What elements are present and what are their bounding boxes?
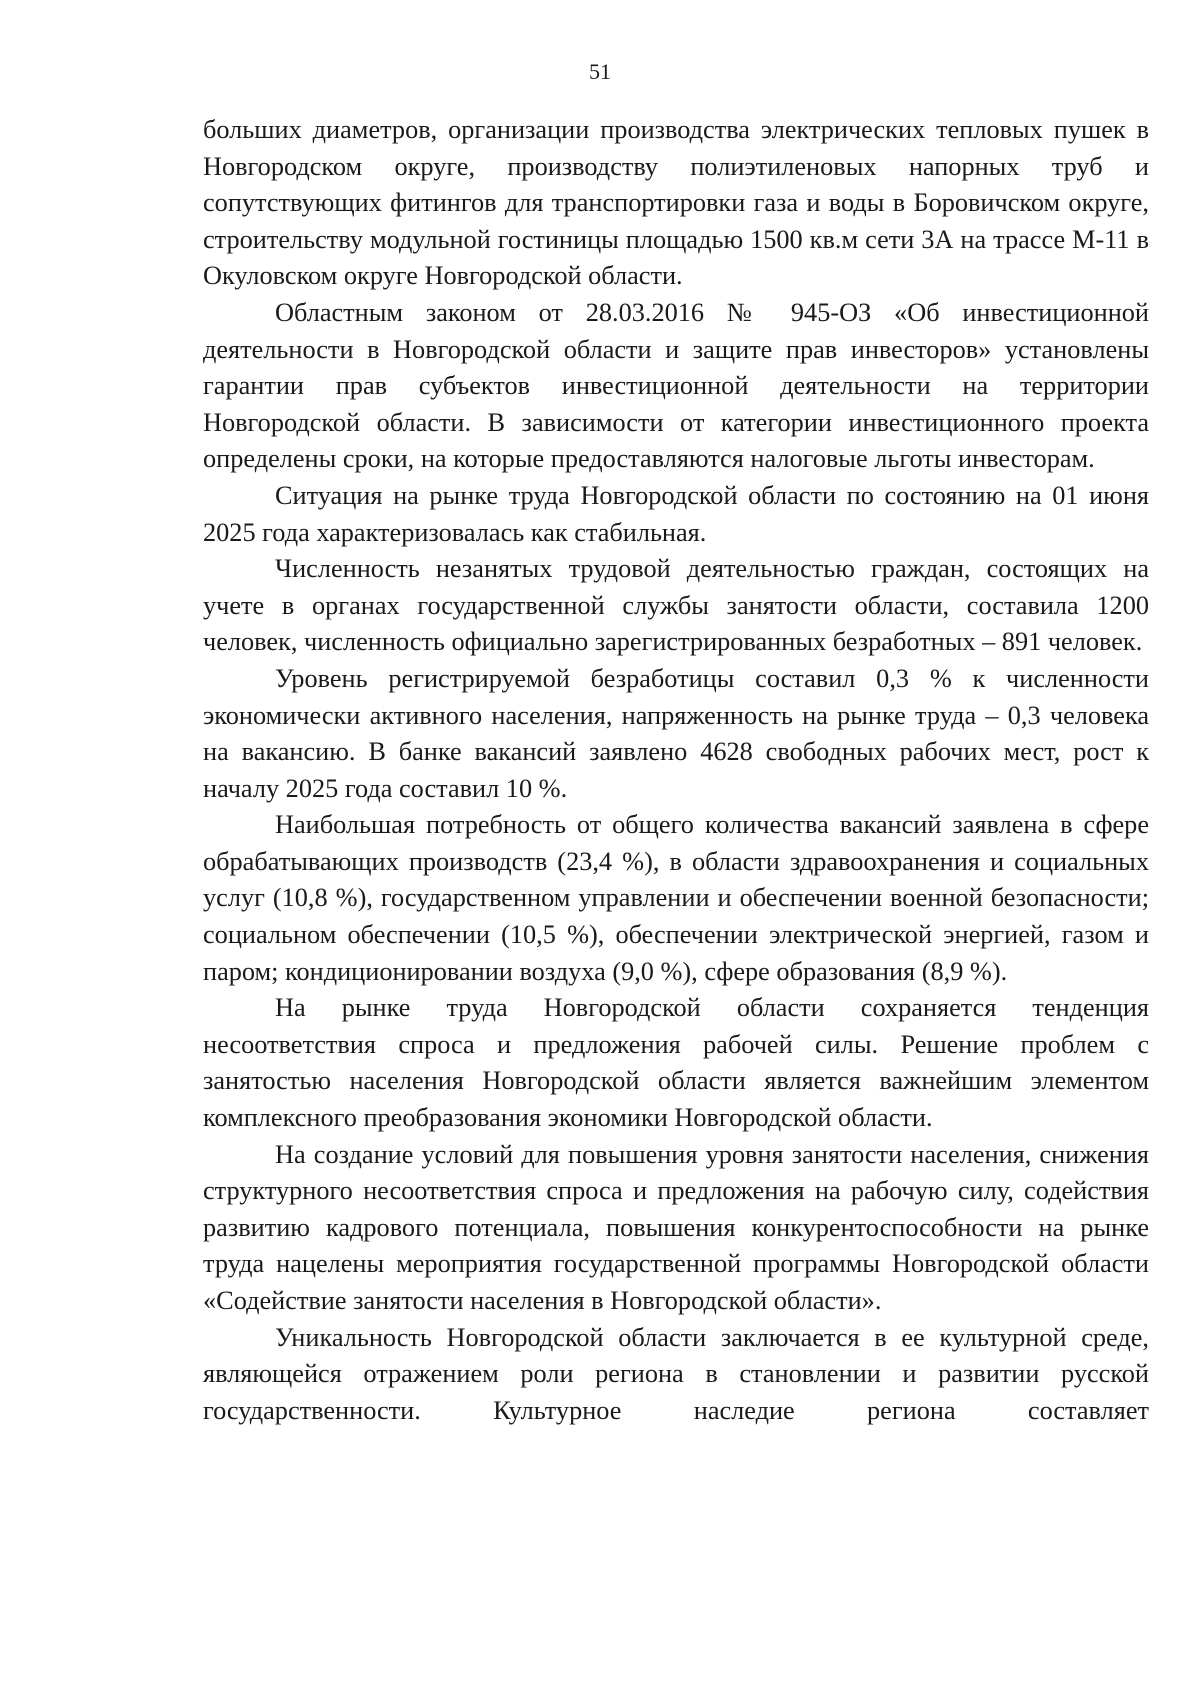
document-body (203, 112, 1149, 1429)
paragraph-labor-market: Ситуация на рынке труда Новгородской области по состоянию на 01 июня 2025 года характеризовалась как стабильная. (203, 480, 1149, 547)
paragraph-cultural-heritage: Уникальность Новгородской области заключается в ее культурной среде, являющейся отражением роли региона в становлении и развитии русской государственности. Культурное наследие региона составляет (203, 1322, 1149, 1425)
paragraph-vacancy-demand: Наибольшая потребность от общего количества вакансий заявлена в сфере обрабатывающих производств (23,4 %), в области здравоохранения и социальных услуг (10,8 %), государственном управлении и обеспечении военной безопасности; социальном обеспечении (10,5 %), обеспечении электрической энергией, газом и паром; кондиционировании воздуха (9,0 %), сфере образования (8,9 %). (203, 810, 1149, 986)
paragraph-unemployed-count: Численность незанятых трудовой деятельностью граждан, состоящих на учете в органах государственной службы занятости области, составила 1200 человек, численность официально зарегистрированных безработных – 891 человек. (203, 554, 1149, 657)
paragraph-employment-program: На создание условий для повышения уровня занятости населения, снижения структурного несоответствия спроса и предложения на рабочую силу, содействия развитию кадрового потенциала, повышения конкурентоспособности на рынке труда нацелены мероприятия государственной программы Новгородской области «Содействие занятости населения в Новгородской области». (203, 1139, 1149, 1315)
paragraph-unemployment-rate: Уровень регистрируемой безработицы составил 0,3 % к численности экономически активного населения, напряженность на рынке труда – 0,3 человека на вакансию. В банке вакансий заявлено 4628 свободных рабочих мест, рост к началу 2025 года составил 10 %. (203, 663, 1149, 803)
paragraph-supply-demand-mismatch: На рынке труда Новгородской области сохраняется тенденция несоответствия спроса и предложения рабочей силы. Решение проблем с занятостью населения Новгородской области является важнейшим элементом комплексного преобразования экономики Новгородской области. (203, 993, 1149, 1133)
page-number: 51 (589, 59, 611, 84)
paragraph-investment-law: Областным законом от 28.03.2016 № 945-ОЗ «Об инвестиционной деятельности в Новгородской области и защите прав инвесторов» установлены гарантии прав субъектов инвестиционной деятельности на территории Новгородской области. В зависимости от категории инвестиционного проекта определены сроки, на которые предоставляются налоговые льготы инвесторам. (203, 297, 1149, 474)
paragraph-continuation: больших диаметров, организации производства электрических тепловых пушек в Новгородском округе, производству полиэтиленовых напорных труб и сопутствующих фитингов для транспортировки газа и воды в Боровичском округе, строительству модульной гостиницы площадью 1500 кв.м сети 3А на трассе М-11 в Окуловском округе Новгородской области. (203, 115, 1149, 291)
